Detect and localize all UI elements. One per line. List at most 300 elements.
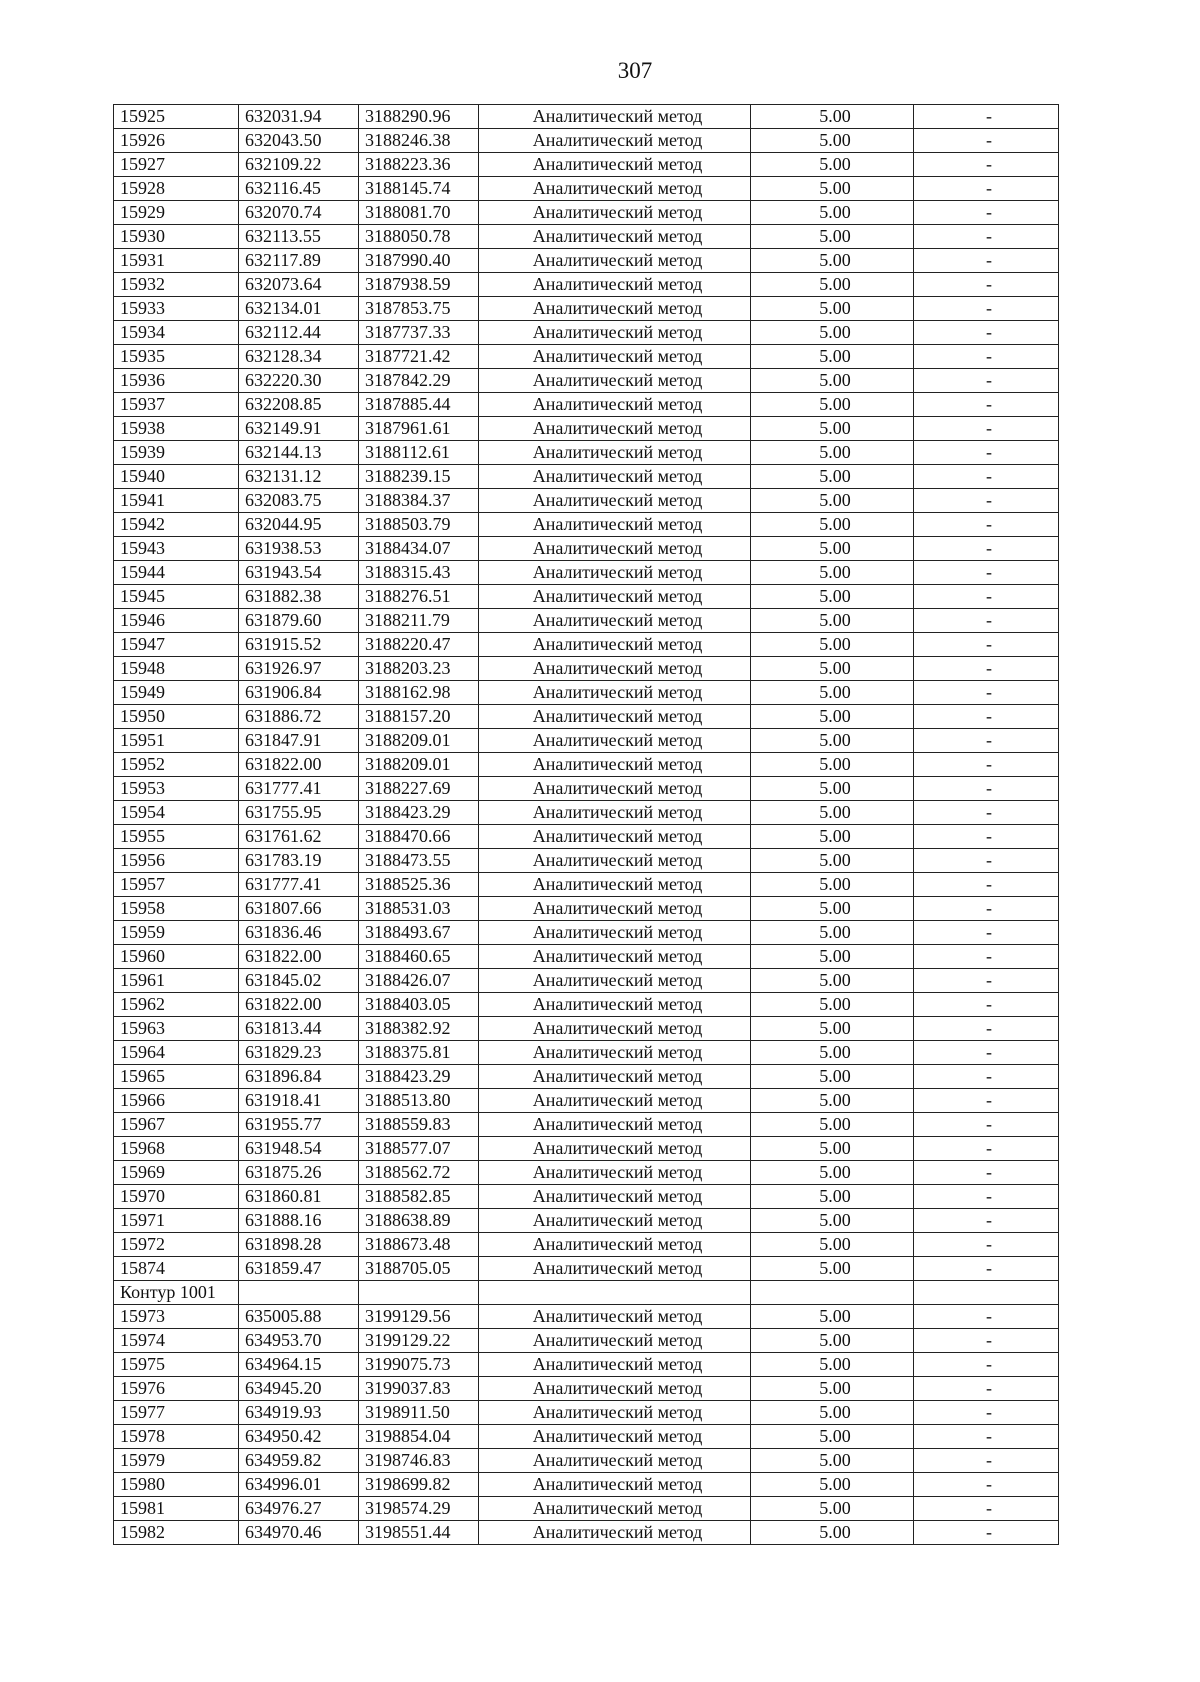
y-coordinate-cell: 3188223.36	[359, 153, 479, 177]
x-coordinate-cell: 631755.95	[239, 801, 359, 825]
x-coordinate-cell: 632134.01	[239, 297, 359, 321]
point-number-cell: 15975	[114, 1353, 239, 1377]
point-number-cell: 15969	[114, 1161, 239, 1185]
note-cell: -	[914, 1377, 1059, 1401]
note-cell: -	[914, 177, 1059, 201]
y-coordinate-cell: 3188673.48	[359, 1233, 479, 1257]
method-cell: Аналитический метод	[479, 921, 751, 945]
x-coordinate-cell: 632113.55	[239, 225, 359, 249]
accuracy-cell: 5.00	[751, 801, 914, 825]
table-row	[114, 1161, 1059, 1185]
table-row	[114, 489, 1059, 513]
y-coordinate-cell: 3187842.29	[359, 369, 479, 393]
point-number-cell: 15940	[114, 465, 239, 489]
y-coordinate-cell: 3188423.29	[359, 1065, 479, 1089]
method-cell: Аналитический метод	[479, 1401, 751, 1425]
point-number-cell: 15925	[114, 105, 239, 129]
y-coordinate-cell: 3188162.98	[359, 681, 479, 705]
point-number-cell: 15936	[114, 369, 239, 393]
note-cell: -	[914, 1209, 1059, 1233]
note-cell: -	[914, 1329, 1059, 1353]
y-coordinate-cell: 3188513.80	[359, 1089, 479, 1113]
table-row	[114, 1377, 1059, 1401]
point-number-cell: 15930	[114, 225, 239, 249]
accuracy-cell: 5.00	[751, 753, 914, 777]
accuracy-cell: 5.00	[751, 897, 914, 921]
note-cell: -	[914, 1401, 1059, 1425]
y-coordinate-cell: 3188638.89	[359, 1209, 479, 1233]
table-row	[114, 201, 1059, 225]
method-cell: Аналитический метод	[479, 897, 751, 921]
point-number-cell: 15874	[114, 1257, 239, 1281]
note-cell: -	[914, 657, 1059, 681]
table-row	[114, 969, 1059, 993]
table-row	[114, 1089, 1059, 1113]
method-cell: Аналитический метод	[479, 1041, 751, 1065]
note-cell: -	[914, 273, 1059, 297]
y-coordinate-cell: 3188157.20	[359, 705, 479, 729]
table-row	[114, 633, 1059, 657]
accuracy-cell: 5.00	[751, 585, 914, 609]
note-cell: -	[914, 1473, 1059, 1497]
note-cell: -	[914, 825, 1059, 849]
note-cell: -	[914, 105, 1059, 129]
method-cell: Аналитический метод	[479, 537, 751, 561]
y-coordinate-cell: 3188384.37	[359, 489, 479, 513]
method-cell: Аналитический метод	[479, 1521, 751, 1545]
point-number-cell: 15982	[114, 1521, 239, 1545]
note-cell: -	[914, 801, 1059, 825]
accuracy-cell: 5.00	[751, 1329, 914, 1353]
table-row	[114, 801, 1059, 825]
y-coordinate-cell: 3188559.83	[359, 1113, 479, 1137]
y-coordinate-cell: 3188315.43	[359, 561, 479, 585]
point-number-cell: 15965	[114, 1065, 239, 1089]
note-cell: -	[914, 225, 1059, 249]
point-number-cell: 15933	[114, 297, 239, 321]
coordinates-table	[113, 104, 1059, 1545]
accuracy-cell: 5.00	[751, 1521, 914, 1545]
x-coordinate-cell: 634945.20	[239, 1377, 359, 1401]
y-coordinate-cell: 3198551.44	[359, 1521, 479, 1545]
point-number-cell: Контур 1001	[114, 1281, 239, 1305]
method-cell: Аналитический метод	[479, 1161, 751, 1185]
y-coordinate-cell: 3188434.07	[359, 537, 479, 561]
note-cell: -	[914, 969, 1059, 993]
table-row	[114, 705, 1059, 729]
method-cell: Аналитический метод	[479, 1257, 751, 1281]
point-number-cell: 15954	[114, 801, 239, 825]
accuracy-cell: 5.00	[751, 1185, 914, 1209]
method-cell: Аналитический метод	[479, 681, 751, 705]
x-coordinate-cell: 631888.16	[239, 1209, 359, 1233]
point-number-cell: 15945	[114, 585, 239, 609]
y-coordinate-cell: 3187721.42	[359, 345, 479, 369]
y-coordinate-cell: 3188145.74	[359, 177, 479, 201]
note-cell: -	[914, 1089, 1059, 1113]
note-cell: -	[914, 777, 1059, 801]
point-number-cell: 15953	[114, 777, 239, 801]
accuracy-cell: 5.00	[751, 777, 914, 801]
accuracy-cell: 5.00	[751, 129, 914, 153]
x-coordinate-cell: 631847.91	[239, 729, 359, 753]
table-row	[114, 921, 1059, 945]
y-coordinate-cell: 3188211.79	[359, 609, 479, 633]
note-cell: -	[914, 1353, 1059, 1377]
accuracy-cell: 5.00	[751, 201, 914, 225]
accuracy-cell: 5.00	[751, 729, 914, 753]
x-coordinate-cell: 631836.46	[239, 921, 359, 945]
accuracy-cell: 5.00	[751, 1425, 914, 1449]
y-coordinate-cell: 3188081.70	[359, 201, 479, 225]
note-cell: -	[914, 921, 1059, 945]
table-row	[114, 1521, 1059, 1545]
point-number-cell: 15929	[114, 201, 239, 225]
table-row	[114, 177, 1059, 201]
y-coordinate-cell: 3188503.79	[359, 513, 479, 537]
accuracy-cell: 5.00	[751, 1041, 914, 1065]
method-cell: Аналитический метод	[479, 705, 751, 729]
y-coordinate-cell: 3188473.55	[359, 849, 479, 873]
x-coordinate-cell: 632044.95	[239, 513, 359, 537]
method-cell: Аналитический метод	[479, 753, 751, 777]
method-cell: Аналитический метод	[479, 1065, 751, 1089]
method-cell: Аналитический метод	[479, 417, 751, 441]
accuracy-cell: 5.00	[751, 1497, 914, 1521]
point-number-cell: 15937	[114, 393, 239, 417]
note-cell: -	[914, 753, 1059, 777]
note-cell: -	[914, 1041, 1059, 1065]
note-cell: -	[914, 489, 1059, 513]
method-cell: Аналитический метод	[479, 1233, 751, 1257]
note-cell: -	[914, 1233, 1059, 1257]
note-cell: -	[914, 681, 1059, 705]
x-coordinate-cell: 631829.23	[239, 1041, 359, 1065]
x-coordinate-cell: 632149.91	[239, 417, 359, 441]
x-coordinate-cell: 631918.41	[239, 1089, 359, 1113]
table-row	[114, 153, 1059, 177]
table-row	[114, 1305, 1059, 1329]
table-row	[114, 849, 1059, 873]
x-coordinate-cell: 631813.44	[239, 1017, 359, 1041]
point-number-cell: 15979	[114, 1449, 239, 1473]
table-row	[114, 753, 1059, 777]
x-coordinate-cell: 632112.44	[239, 321, 359, 345]
method-cell: Аналитический метод	[479, 369, 751, 393]
point-number-cell: 15976	[114, 1377, 239, 1401]
x-coordinate-cell: 631948.54	[239, 1137, 359, 1161]
note-cell: -	[914, 1449, 1059, 1473]
table-row	[114, 873, 1059, 897]
y-coordinate-cell: 3188525.36	[359, 873, 479, 897]
accuracy-cell: 5.00	[751, 1473, 914, 1497]
y-coordinate-cell: 3188382.92	[359, 1017, 479, 1041]
accuracy-cell: 5.00	[751, 345, 914, 369]
x-coordinate-cell: 631879.60	[239, 609, 359, 633]
y-coordinate-cell: 3188403.05	[359, 993, 479, 1017]
y-coordinate-cell: 3199129.56	[359, 1305, 479, 1329]
x-coordinate-cell: 634996.01	[239, 1473, 359, 1497]
table-row	[114, 609, 1059, 633]
accuracy-cell: 5.00	[751, 273, 914, 297]
point-number-cell: 15957	[114, 873, 239, 897]
note-cell: -	[914, 1065, 1059, 1089]
accuracy-cell: 5.00	[751, 513, 914, 537]
x-coordinate-cell: 631938.53	[239, 537, 359, 561]
method-cell: Аналитический метод	[479, 609, 751, 633]
table-row	[114, 1113, 1059, 1137]
note-cell: -	[914, 705, 1059, 729]
y-coordinate-cell: 3188470.66	[359, 825, 479, 849]
note-cell: -	[914, 561, 1059, 585]
y-coordinate-cell: 3187885.44	[359, 393, 479, 417]
y-coordinate-cell: 3187737.33	[359, 321, 479, 345]
y-coordinate-cell: 3188493.67	[359, 921, 479, 945]
accuracy-cell: 5.00	[751, 969, 914, 993]
table-row	[114, 1353, 1059, 1377]
method-cell: Аналитический метод	[479, 393, 751, 417]
x-coordinate-cell: 631943.54	[239, 561, 359, 585]
method-cell: Аналитический метод	[479, 849, 751, 873]
x-coordinate-cell: 632131.12	[239, 465, 359, 489]
accuracy-cell: 5.00	[751, 1233, 914, 1257]
method-cell: Аналитический метод	[479, 489, 751, 513]
method-cell: Аналитический метод	[479, 729, 751, 753]
accuracy-cell: 5.00	[751, 657, 914, 681]
accuracy-cell: 5.00	[751, 849, 914, 873]
accuracy-cell: 5.00	[751, 369, 914, 393]
point-number-cell: 15939	[114, 441, 239, 465]
method-cell: Аналитический метод	[479, 1185, 751, 1209]
point-number-cell: 15949	[114, 681, 239, 705]
accuracy-cell: 5.00	[751, 825, 914, 849]
x-coordinate-cell: 632031.94	[239, 105, 359, 129]
method-cell: Аналитический метод	[479, 465, 751, 489]
point-number-cell: 15955	[114, 825, 239, 849]
point-number-cell: 15942	[114, 513, 239, 537]
y-coordinate-cell	[359, 1281, 479, 1305]
note-cell: -	[914, 465, 1059, 489]
x-coordinate-cell: 631859.47	[239, 1257, 359, 1281]
y-coordinate-cell: 3188227.69	[359, 777, 479, 801]
note-cell: -	[914, 585, 1059, 609]
accuracy-cell: 5.00	[751, 297, 914, 321]
y-coordinate-cell: 3199075.73	[359, 1353, 479, 1377]
x-coordinate-cell: 631777.41	[239, 873, 359, 897]
point-number-cell: 15956	[114, 849, 239, 873]
method-cell: Аналитический метод	[479, 345, 751, 369]
table-row	[114, 1449, 1059, 1473]
x-coordinate-cell: 632128.34	[239, 345, 359, 369]
table-row	[114, 897, 1059, 921]
note-cell: -	[914, 345, 1059, 369]
method-cell: Аналитический метод	[479, 297, 751, 321]
point-number-cell: 15980	[114, 1473, 239, 1497]
table-row	[114, 345, 1059, 369]
table-row	[114, 585, 1059, 609]
note-cell: -	[914, 873, 1059, 897]
point-number-cell: 15961	[114, 969, 239, 993]
x-coordinate-cell: 632220.30	[239, 369, 359, 393]
method-cell: Аналитический метод	[479, 225, 751, 249]
x-coordinate-cell: 631955.77	[239, 1113, 359, 1137]
point-number-cell: 15962	[114, 993, 239, 1017]
point-number-cell: 15966	[114, 1089, 239, 1113]
note-cell: -	[914, 897, 1059, 921]
accuracy-cell: 5.00	[751, 1377, 914, 1401]
method-cell: Аналитический метод	[479, 825, 751, 849]
point-number-cell: 15981	[114, 1497, 239, 1521]
table-body	[114, 105, 1059, 1545]
table-row	[114, 249, 1059, 273]
accuracy-cell: 5.00	[751, 1449, 914, 1473]
point-number-cell: 15972	[114, 1233, 239, 1257]
table-row	[114, 1017, 1059, 1041]
y-coordinate-cell: 3188705.05	[359, 1257, 479, 1281]
x-coordinate-cell: 631915.52	[239, 633, 359, 657]
accuracy-cell: 5.00	[751, 921, 914, 945]
x-coordinate-cell: 631882.38	[239, 585, 359, 609]
table-row	[114, 825, 1059, 849]
y-coordinate-cell: 3199037.83	[359, 1377, 479, 1401]
note-cell: -	[914, 1497, 1059, 1521]
accuracy-cell: 5.00	[751, 681, 914, 705]
table-row	[114, 273, 1059, 297]
point-number-cell: 15947	[114, 633, 239, 657]
y-coordinate-cell: 3188290.96	[359, 105, 479, 129]
y-coordinate-cell: 3188460.65	[359, 945, 479, 969]
y-coordinate-cell: 3188582.85	[359, 1185, 479, 1209]
y-coordinate-cell: 3187990.40	[359, 249, 479, 273]
x-coordinate-cell: 631926.97	[239, 657, 359, 681]
x-coordinate-cell: 631777.41	[239, 777, 359, 801]
accuracy-cell: 5.00	[751, 153, 914, 177]
page-number: 307	[617, 58, 653, 83]
x-coordinate-cell: 632144.13	[239, 441, 359, 465]
method-cell: Аналитический метод	[479, 1137, 751, 1161]
table-row	[114, 1209, 1059, 1233]
note-cell: -	[914, 1113, 1059, 1137]
note-cell: -	[914, 1017, 1059, 1041]
point-number-cell: 15932	[114, 273, 239, 297]
point-number-cell: 15967	[114, 1113, 239, 1137]
note-cell: -	[914, 249, 1059, 273]
note-cell: -	[914, 1305, 1059, 1329]
note-cell: -	[914, 1425, 1059, 1449]
accuracy-cell: 5.00	[751, 537, 914, 561]
accuracy-cell: 5.00	[751, 1113, 914, 1137]
y-coordinate-cell: 3188276.51	[359, 585, 479, 609]
table-row	[114, 1425, 1059, 1449]
table-row	[114, 369, 1059, 393]
table-row	[114, 1185, 1059, 1209]
method-cell: Аналитический метод	[479, 513, 751, 537]
method-cell: Аналитический метод	[479, 321, 751, 345]
method-cell: Аналитический метод	[479, 1017, 751, 1041]
accuracy-cell: 5.00	[751, 249, 914, 273]
table-row	[114, 945, 1059, 969]
point-number-cell: 15944	[114, 561, 239, 585]
point-number-cell: 15943	[114, 537, 239, 561]
point-number-cell: 15978	[114, 1425, 239, 1449]
accuracy-cell: 5.00	[751, 465, 914, 489]
accuracy-cell: 5.00	[751, 1305, 914, 1329]
method-cell: Аналитический метод	[479, 249, 751, 273]
method-cell: Аналитический метод	[479, 177, 751, 201]
point-number-cell: 15963	[114, 1017, 239, 1041]
table-row	[114, 1257, 1059, 1281]
x-coordinate-cell: 634959.82	[239, 1449, 359, 1473]
method-cell	[479, 1281, 751, 1305]
method-cell: Аналитический метод	[479, 1449, 751, 1473]
y-coordinate-cell: 3188246.38	[359, 129, 479, 153]
x-coordinate-cell: 635005.88	[239, 1305, 359, 1329]
accuracy-cell: 5.00	[751, 993, 914, 1017]
x-coordinate-cell	[239, 1281, 359, 1305]
method-cell: Аналитический метод	[479, 441, 751, 465]
table-row	[114, 681, 1059, 705]
table-row	[114, 1473, 1059, 1497]
point-number-cell: 15926	[114, 129, 239, 153]
x-coordinate-cell: 634919.93	[239, 1401, 359, 1425]
x-coordinate-cell: 634950.42	[239, 1425, 359, 1449]
y-coordinate-cell: 3188203.23	[359, 657, 479, 681]
table-row	[114, 561, 1059, 585]
method-cell: Аналитический метод	[479, 1353, 751, 1377]
accuracy-cell: 5.00	[751, 1161, 914, 1185]
table-row	[114, 321, 1059, 345]
x-coordinate-cell: 631886.72	[239, 705, 359, 729]
table-row	[114, 441, 1059, 465]
method-cell: Аналитический метод	[479, 657, 751, 681]
x-coordinate-cell: 631807.66	[239, 897, 359, 921]
accuracy-cell: 5.00	[751, 225, 914, 249]
table-row	[114, 1497, 1059, 1521]
table-row	[114, 513, 1059, 537]
y-coordinate-cell: 3198699.82	[359, 1473, 479, 1497]
table-row	[114, 1329, 1059, 1353]
note-cell: -	[914, 609, 1059, 633]
accuracy-cell: 5.00	[751, 1065, 914, 1089]
y-coordinate-cell: 3198854.04	[359, 1425, 479, 1449]
method-cell: Аналитический метод	[479, 201, 751, 225]
method-cell: Аналитический метод	[479, 105, 751, 129]
method-cell: Аналитический метод	[479, 993, 751, 1017]
note-cell: -	[914, 633, 1059, 657]
note-cell: -	[914, 1137, 1059, 1161]
note-cell: -	[914, 993, 1059, 1017]
y-coordinate-cell: 3188220.47	[359, 633, 479, 657]
point-number-cell: 15927	[114, 153, 239, 177]
x-coordinate-cell: 631896.84	[239, 1065, 359, 1089]
x-coordinate-cell: 631761.62	[239, 825, 359, 849]
note-cell: -	[914, 129, 1059, 153]
method-cell: Аналитический метод	[479, 585, 751, 609]
method-cell: Аналитический метод	[479, 153, 751, 177]
table-row	[114, 297, 1059, 321]
accuracy-cell: 5.00	[751, 1209, 914, 1233]
y-coordinate-cell: 3198911.50	[359, 1401, 479, 1425]
x-coordinate-cell: 632043.50	[239, 129, 359, 153]
x-coordinate-cell: 632117.89	[239, 249, 359, 273]
point-number-cell: 15970	[114, 1185, 239, 1209]
point-number-cell: 15941	[114, 489, 239, 513]
accuracy-cell: 5.00	[751, 489, 914, 513]
method-cell: Аналитический метод	[479, 1305, 751, 1329]
point-number-cell: 15951	[114, 729, 239, 753]
x-coordinate-cell: 631906.84	[239, 681, 359, 705]
point-number-cell: 15959	[114, 921, 239, 945]
